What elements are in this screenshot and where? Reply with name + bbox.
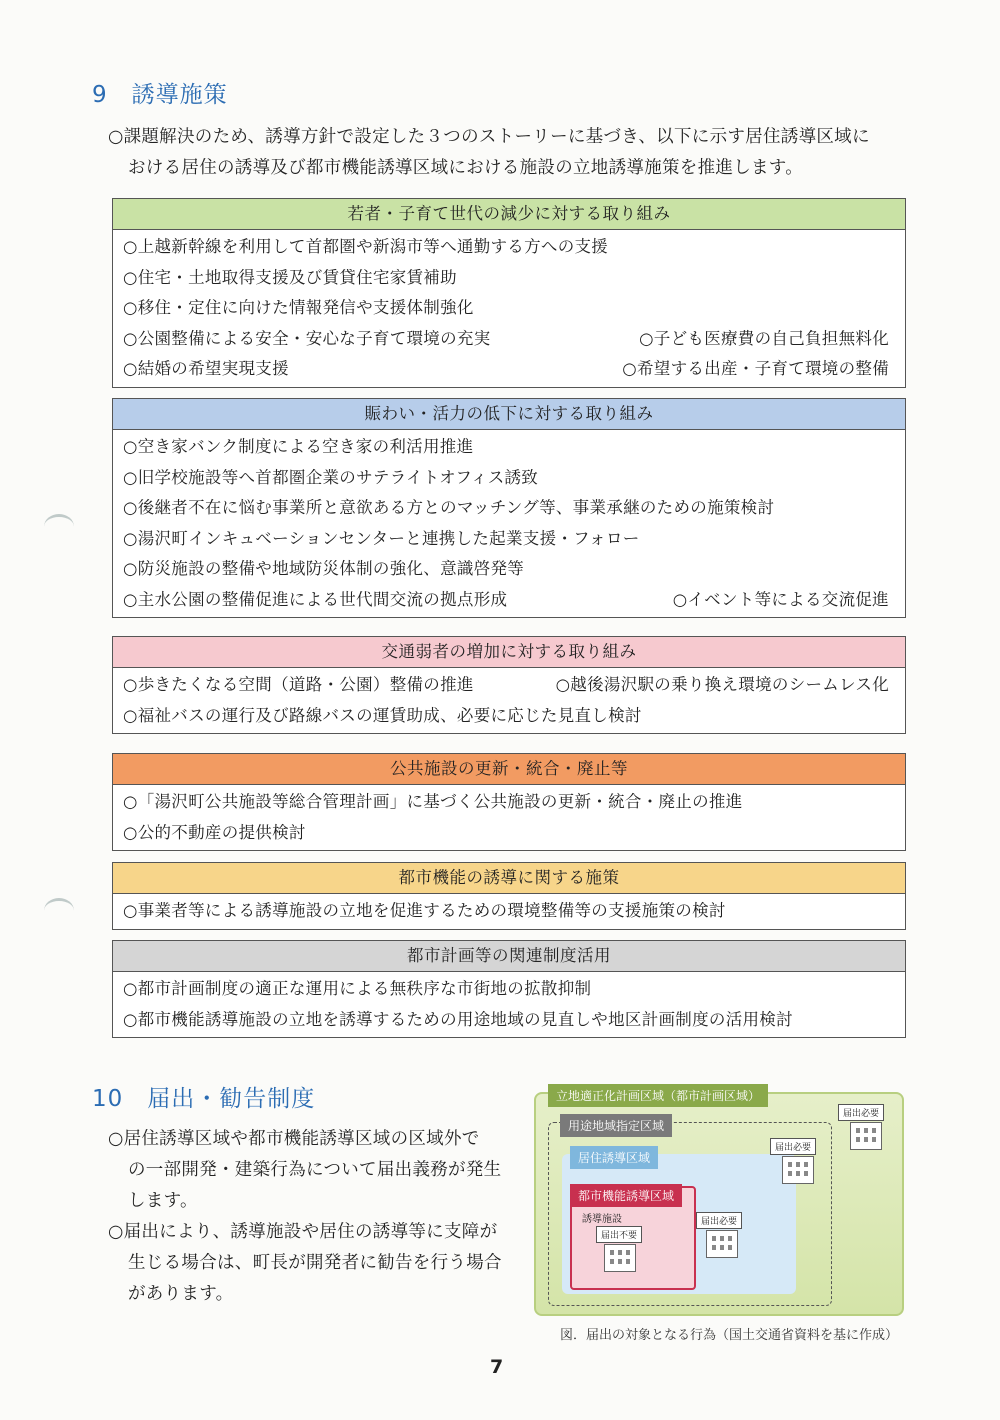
measure-item: ○都市機能誘導施設の立地を誘導するための用途地域の見直しや地区計画制度の活用検討 [123, 1009, 793, 1029]
planning-area-label: 立地適正化計画区域（都市計画区域） [548, 1084, 768, 1107]
measure-box-title: 公共施設の更新・統合・廃止等 [113, 754, 905, 785]
measure-item-row [123, 701, 895, 732]
measure-item-row [123, 493, 895, 524]
measure-item: ○移住・定住に向けた情報発信や支援体制強化 [123, 298, 474, 317]
measure-box-title: 賑わい・活力の低下に対する取り組み [113, 399, 905, 430]
measure-item-row [123, 463, 895, 494]
residential-label: 居住誘導区域 [570, 1146, 658, 1169]
measure-item-row [123, 554, 895, 585]
measure-item: ○公的不動産の提供検討 [123, 822, 306, 842]
measure-item: ○結婚の希望実現支援 [123, 359, 289, 378]
measure-item-row [123, 432, 895, 463]
measure-item: ○希望する出産・子育て環境の整備 [622, 359, 889, 378]
measure-item-row [123, 1005, 895, 1036]
section9-title: 9 誘導施策 [92, 82, 228, 108]
measure-box-title: 都市機能の誘導に関する施策 [113, 863, 905, 894]
measure-item-row [123, 324, 895, 355]
notification-diagram [534, 1082, 900, 1312]
measure-item-row [123, 263, 895, 294]
para1-line-2: の一部開発・建築行為について届出義務が発生 [128, 1160, 502, 1180]
measure-item-row [123, 524, 895, 555]
measure-box [112, 862, 906, 930]
measure-item-row [123, 232, 895, 263]
measure-item-row [123, 585, 895, 616]
measure-item-row [123, 818, 895, 849]
page-number: 7 [490, 1356, 504, 1378]
facility-label: 誘導施設 [582, 1214, 622, 1225]
urban-function-label: 都市機能誘導区域 [570, 1184, 682, 1207]
para1-line-1: ○居住誘導区域や都市機能誘導区域の区域外で [108, 1129, 480, 1149]
measure-item: ○歩きたくなる空間（道路・公園）整備の推進 [123, 675, 474, 694]
tag-not-required: 届出不要 [596, 1226, 642, 1243]
measure-item: ○公園整備による安全・安心な子育て環境の充実 [123, 328, 491, 348]
measure-box [112, 198, 906, 388]
section9-intro [108, 122, 928, 184]
measure-box [112, 636, 906, 734]
measure-item-row [123, 293, 895, 324]
measure-item: ○上越新幹線を利用して首都圏や新潟市等へ通勤する方への支援 [123, 237, 609, 256]
tag-required-outside: 届出必要 [838, 1104, 884, 1121]
tag-required-use-zone: 届出必要 [770, 1138, 816, 1155]
measure-item: ○防災施設の整備や地域防災体制の強化、意識啓発等 [123, 559, 525, 578]
section10-text [108, 1124, 528, 1310]
para1-line-3: します。 [128, 1191, 198, 1211]
measure-item: ○住宅・土地取得支援及び賃貸住宅家賃補助 [123, 267, 457, 287]
measure-item: ○福祉バスの運行及び路線バスの運賃助成、必要に応じた見直し検討 [123, 705, 642, 725]
building-icon [850, 1122, 882, 1150]
measure-item: ○都市計画制度の適正な運用による無秩序な市街地の拡散抑制 [123, 979, 592, 998]
measure-item: ○「湯沢町公共施設等総合管理計画」に基づく公共施設の更新・統合・廃止の推進 [123, 792, 743, 811]
building-icon [604, 1244, 636, 1272]
measure-box [112, 940, 906, 1038]
intro-line-1: ○課題解決のため、誘導方針で設定した３つのストーリーに基づき、以下に示す居住誘導区域に [108, 127, 870, 147]
building-icon [706, 1230, 738, 1258]
tag-required-residential: 届出必要 [696, 1212, 742, 1229]
measure-box [112, 398, 906, 618]
punch-hole-mark [44, 514, 74, 539]
building-icon [782, 1156, 814, 1184]
measure-item-row [123, 670, 895, 701]
measure-item-row [123, 974, 895, 1005]
measure-item: ○後継者不在に悩む事業所と意欲ある方とのマッチング等、事業承継のための施策検討 [123, 498, 775, 517]
para2-line-2: 生じる場合は、町長が開発者に勧告を行う場合 [128, 1253, 502, 1273]
section10-title: 10 届出・勧告制度 [92, 1086, 316, 1112]
measure-item-row [123, 896, 895, 927]
measure-item: ○事業者等による誘導施設の立地を促進するための環境整備等の支援施策の検討 [123, 901, 726, 920]
para2-line-1: ○届出により、誘導施設や居住の誘導等に支障が [108, 1222, 498, 1242]
punch-hole-mark [44, 898, 74, 923]
diagram-caption: 図．届出の対象となる行為（国土交通省資料を基に作成） [560, 1328, 899, 1343]
measure-item: ○子ども医療費の自己負担無料化 [639, 328, 889, 348]
measure-item-row [123, 354, 895, 385]
measure-item: ○イベント等による交流促進 [672, 589, 889, 609]
use-zone-label: 用途地域指定区域 [560, 1114, 672, 1137]
intro-line-2: おける居住の誘導及び都市機能誘導区域における施設の立地誘導施策を推進します。 [128, 158, 803, 178]
measure-box-title: 若者・子育て世代の減少に対する取り組み [113, 199, 905, 230]
measure-box-title: 都市計画等の関連制度活用 [113, 941, 905, 972]
measure-item: ○越後湯沢駅の乗り換え環境のシームレス化 [555, 675, 889, 694]
measure-item: ○旧学校施設等へ首都圏企業のサテライトオフィス誘致 [123, 467, 539, 487]
measure-box-title: 交通弱者の増加に対する取り組み [113, 637, 905, 668]
measure-box [112, 753, 906, 851]
measure-item: ○主水公園の整備促進による世代間交流の拠点形成 [123, 589, 508, 609]
para2-line-3: があります。 [128, 1284, 234, 1304]
measure-item: ○湯沢町インキュベーションセンターと連携した起業支援・フォロー [123, 528, 640, 548]
measure-item: ○空き家バンク制度による空き家の利活用推進 [123, 437, 474, 456]
measure-item-row [123, 787, 895, 818]
